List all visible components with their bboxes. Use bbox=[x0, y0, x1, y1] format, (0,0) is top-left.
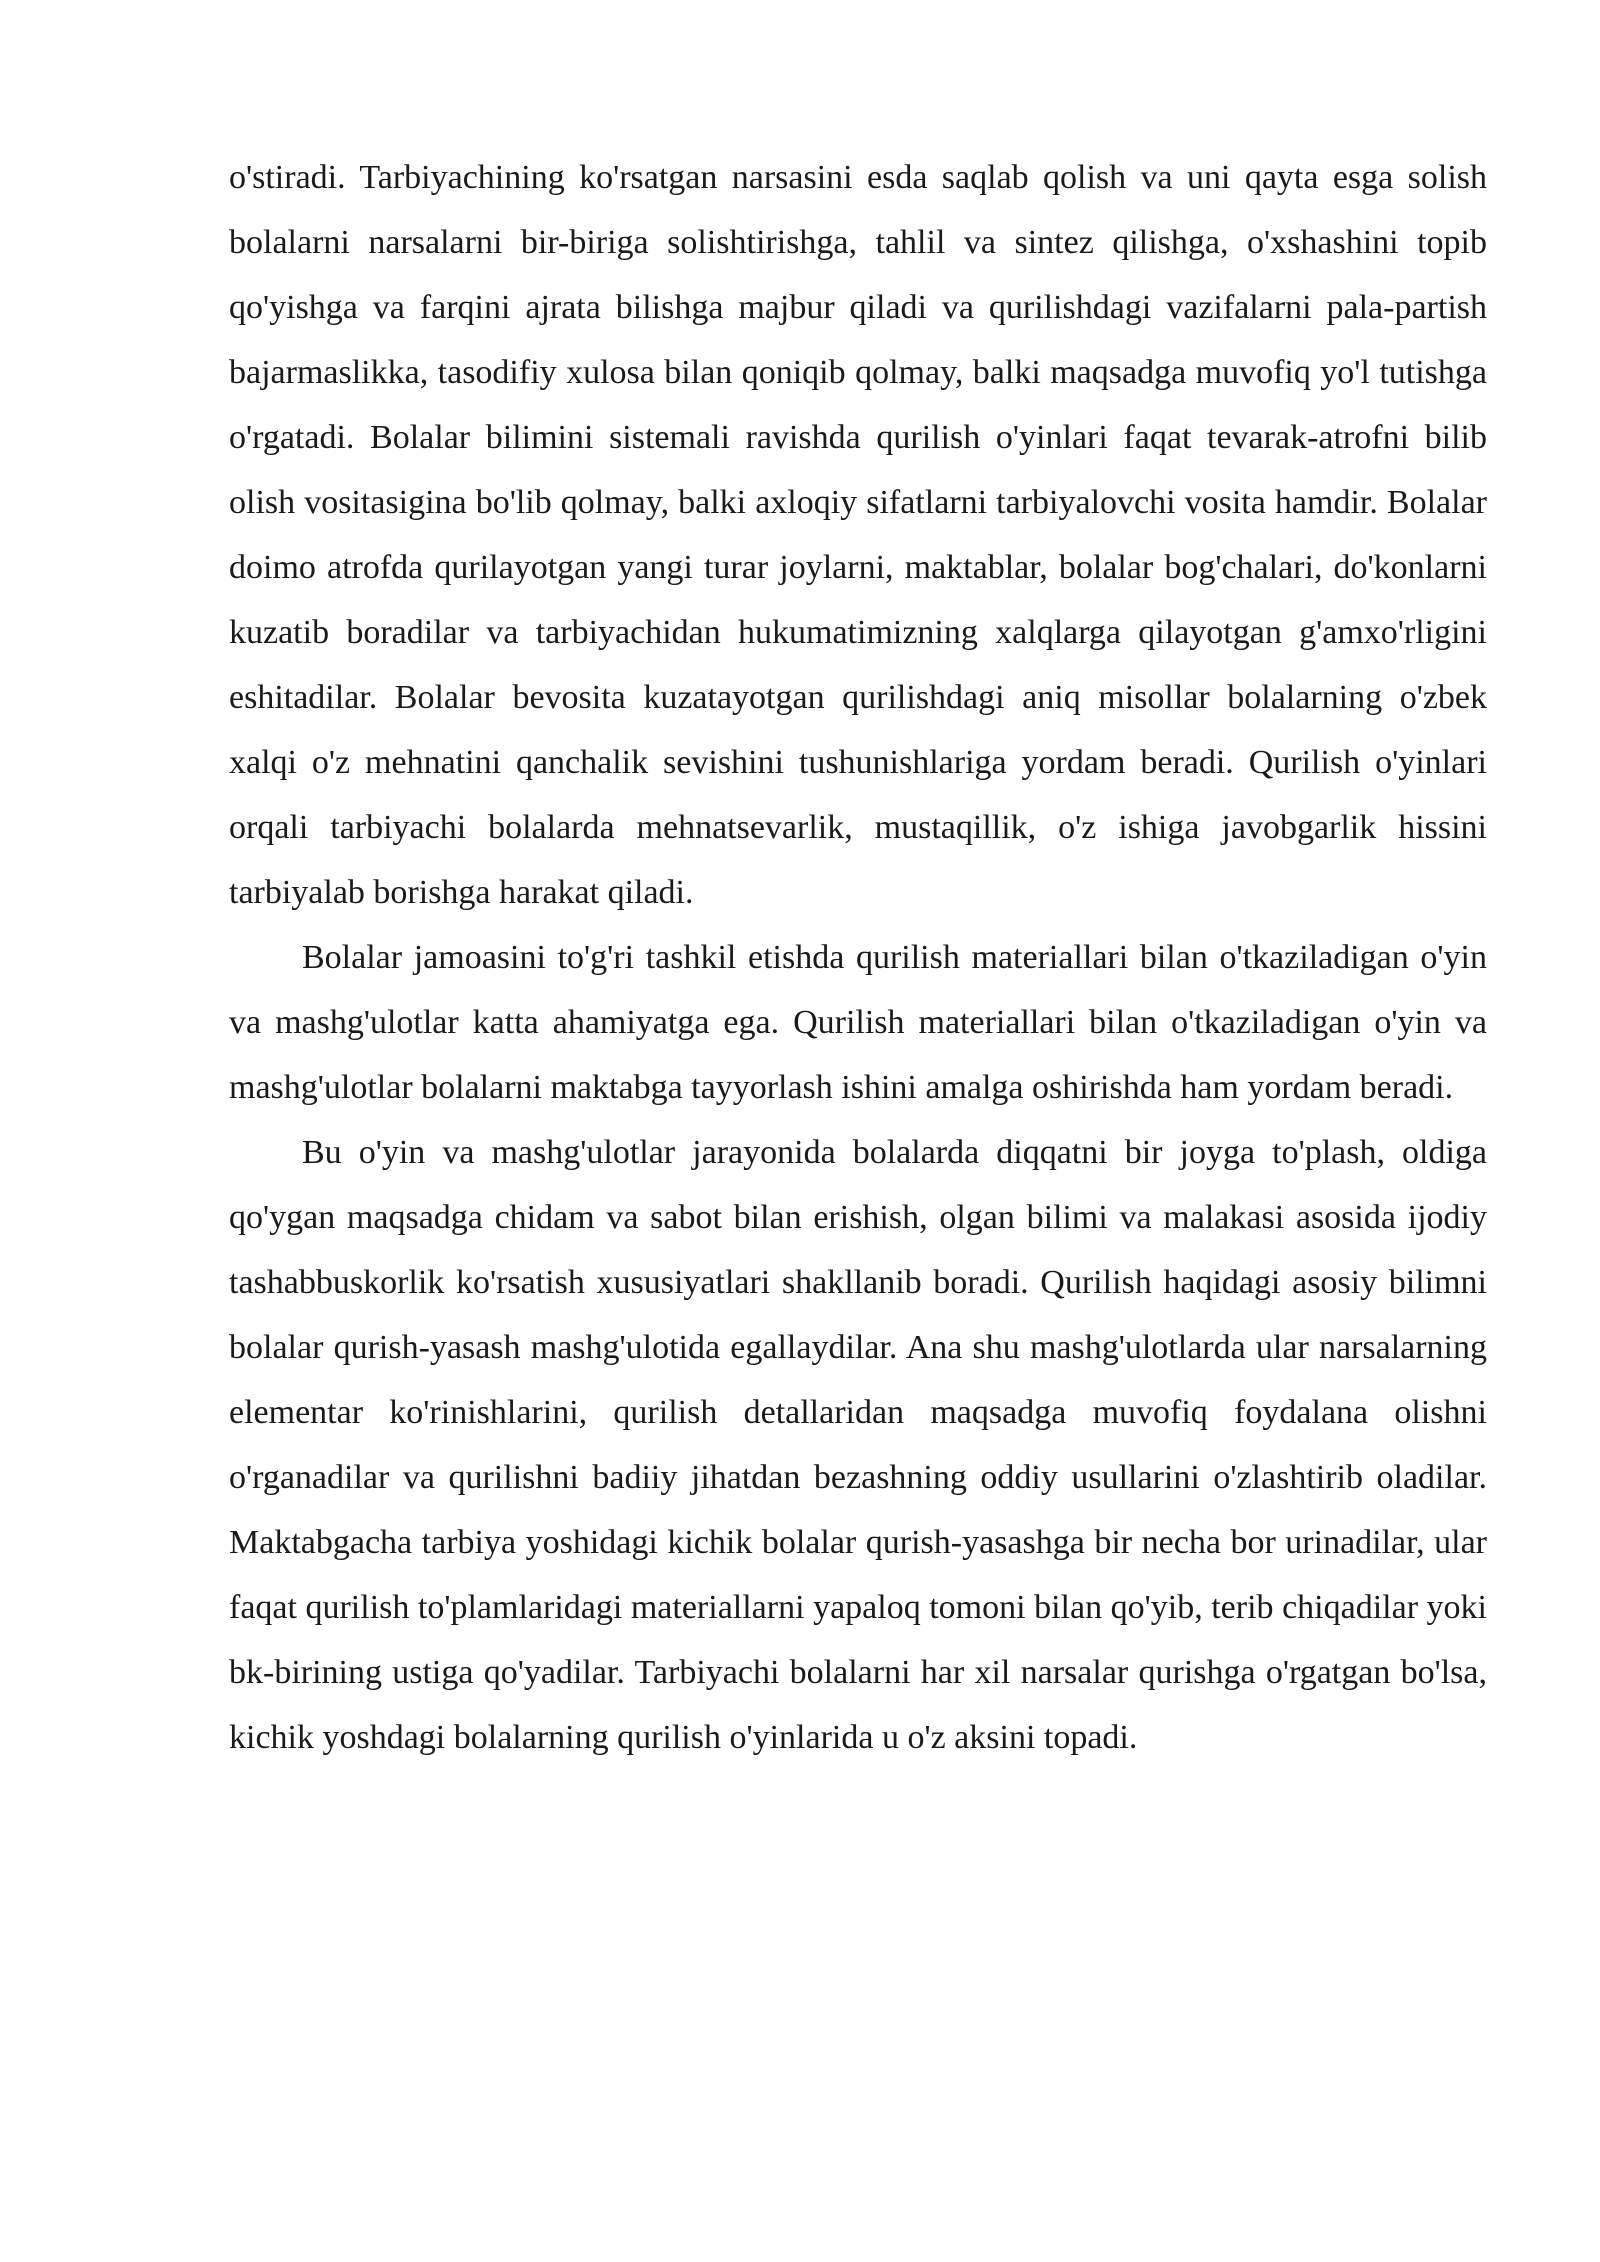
paragraph-group-organization: Bolalar jamoasini to'g'ri tashkil etishda qurilish materiallari bilan o'tkaziladigan o'yin va mashg'ulotlar katta ahamiyatga ega. Qurilish materiallari bilan o'tkaziladigan o'yin va mashg'ulotlar bolalarni maktabga tayyorlash ishini amalga oshirishda ham yordam beradi. bbox=[229, 939, 1487, 1106]
paragraph-skills-formation: Bu o'yin va mashg'ulotlar jarayonida bolalarda diqqatni bir joyga to'plash, oldiga qo'ygan maqsadga chidam va sabot bilan erishish, olgan bilimi va malakasi asosida ijodiy tashabbuskorlik ko'rsatish xususiyatlari shakllanib boradi. Qurilish haqidagi asosiy bilimni bolalar qurish-yasash mashg'ulotida egallaydilar. Ana shu mashg'ulotlarda ular narsalarning elementar ko'rinishlarini, qurilish detallaridan maqsadga muvofiq foydalana olishni o'rganadilar va qurilishni badiiy jihatdan bezashning oddiy usullarini o'zlashtirib oladilar. Maktabgacha tarbiya yoshidagi kichik bolalar qurish-yasashga bir necha bor urinadilar, ular faqat qurilish to'plamlaridagi materiallarni yapaloq tomoni bilan qo'yib, terib chiqadilar yoki bk-birining ustiga qo'yadilar. Tarbiyachi bolalarni har xil narsalar qurishga o'rgatgan bo'lsa, kichik yoshdagi bolalarning qurilish o'yinlarida u o'z aksini topadi. bbox=[229, 1134, 1487, 1756]
document-body bbox=[229, 145, 1487, 1770]
paragraph-continuation: o'stiradi. Tarbiyachining ko'rsatgan narsasini esda saqlab qolish va uni qayta esga solish bolalarni narsalarni bir-biriga solishtirishga, tahlil va sintez qilishga, o'xshashini topib qo'yishga va farqini ajrata bilishga majbur qiladi va qurilishdagi vazifalarni pala-partish bajarmaslikka, tasodifiy xulosa bilan qoniqib qolmay, balki maqsadga muvofiq yo'l tutishga o'rgatadi. Bolalar bilimini sistemali ravishda qurilish o'yinlari faqat tevarak-atrofni bilib olish vositasigina bo'lib qolmay, balki axloqiy sifatlarni tarbiyalovchi vosita hamdir. Bolalar doimo atrofda qurilayotgan yangi turar joylarni, maktablar, bolalar bog'chalari, do'konlarni kuzatib boradilar va tarbiyachidan hukumatimizning xalqlarga qilayotgan g'amxo'rligini eshitadilar. Bolalar bevosita kuzatayotgan qurilishdagi aniq misollar bolalarning o'zbek xalqi o'z mehnatini qanchalik sevishini tushunishlariga yordam beradi. Qurilish o'yinlari orqali tarbiyachi bolalarda mehnatsevarlik, mustaqillik, o'z ishiga javobgarlik hissini tarbiyalab borishga harakat qiladi. bbox=[229, 159, 1487, 911]
